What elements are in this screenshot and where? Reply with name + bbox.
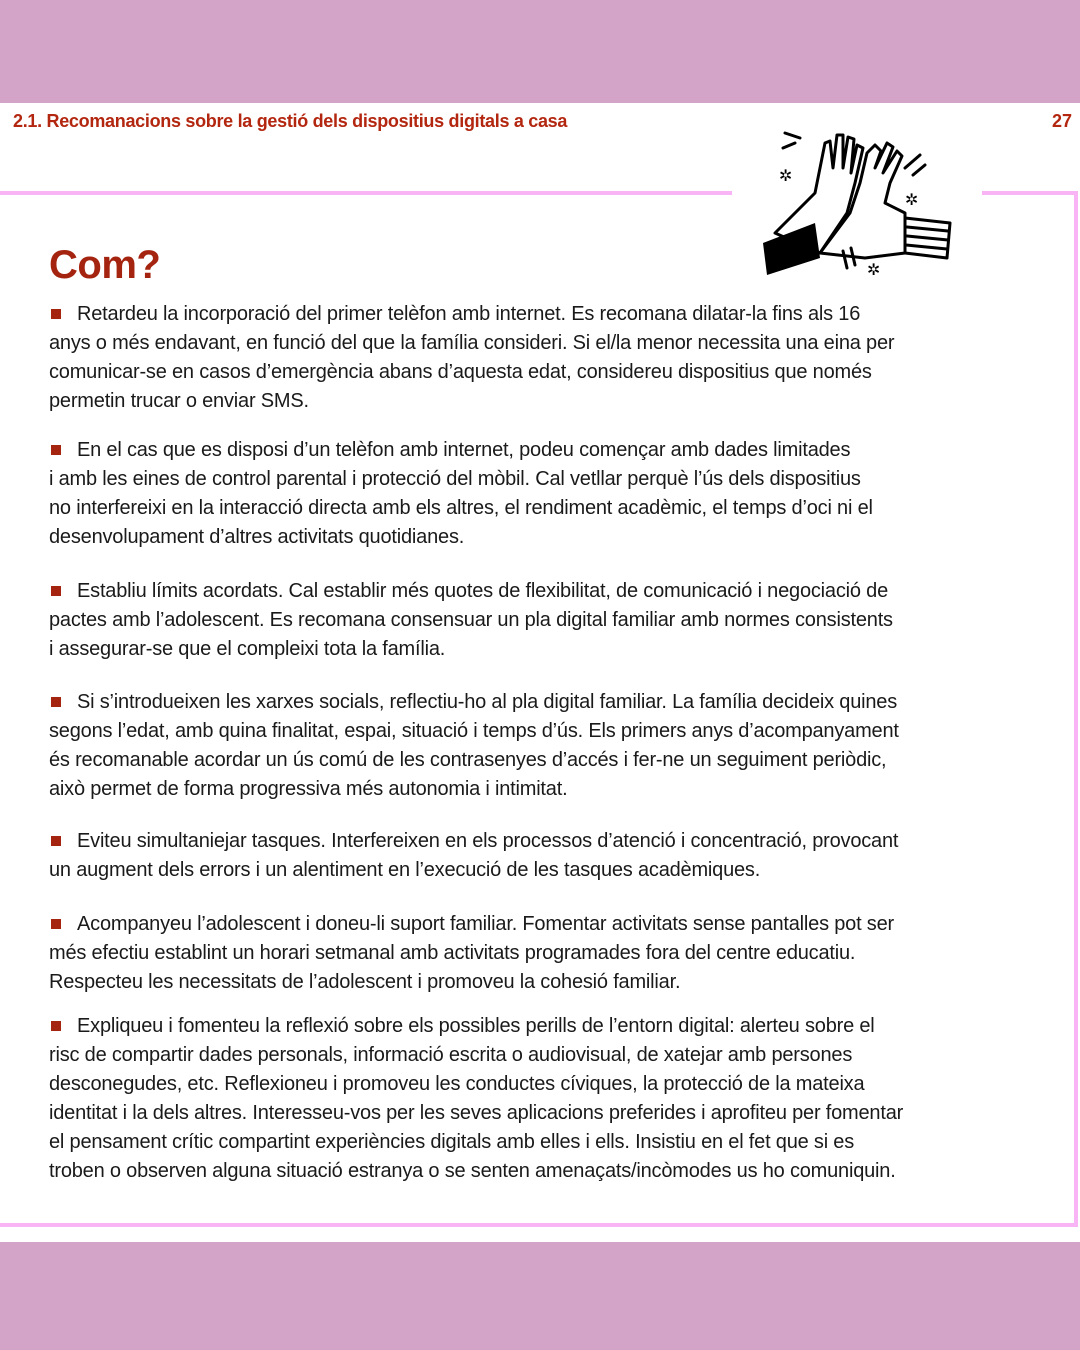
bullet-paragraph <box>49 827 1049 885</box>
paragraph-line: més efectiu establint un horari setmanal amb activitats programades fora del centre educatiu. <box>49 942 856 964</box>
paragraph-line: i assegurar-se que el compleixi tota la família. <box>49 638 446 660</box>
bullet-paragraph <box>49 300 1049 416</box>
svg-text:✲: ✲ <box>905 190 919 209</box>
section-header: 2.1. Recomanacions sobre la gestió dels dispositius digitals a casa <box>13 111 568 131</box>
paragraph-line: troben o observen alguna situació estranya o se senten amenaçats/incòmodes us ho comuniquin. <box>49 1160 896 1182</box>
paragraph-line: identitat i la dels altres. Interesseu-vos per les seves aplicacions preferides i aprofiteu per fomentar <box>49 1102 904 1124</box>
paragraph-line: risc de compartir dades personals, informació escrita o audiovisual, de xatejar amb persones <box>49 1044 853 1066</box>
paragraph-line: un augment dels errors i un alentiment en l’execució de les tasques acadèmiques. <box>49 859 761 881</box>
bullet-square-icon <box>51 836 61 846</box>
bullet-paragraph <box>49 436 1049 552</box>
paragraph-line: Si s’introdueixen les xarxes socials, reflectiu-ho al pla digital familiar. La família decideix quines <box>77 691 898 713</box>
frame-top-right <box>982 191 1078 195</box>
bullet-paragraph <box>49 688 1049 804</box>
frame-bottom <box>0 1223 1078 1227</box>
paragraph-line: permetin trucar o enviar SMS. <box>49 390 309 412</box>
paragraph-line: comunicar-se en casos d’emergència abans d’aquesta edat, considereu dispositius que només <box>49 361 872 383</box>
frame-right <box>1074 191 1078 1227</box>
high-five-hands-icon <box>755 123 955 283</box>
paragraph-line: Acompanyeu l’adolescent i doneu-li suport familiar. Fomentar activitats sense pantalles pot ser <box>77 913 894 935</box>
paragraph-line: no interfereixi en la interacció directa amb els altres, el rendiment acadèmic, el temps d’oci ni el <box>49 497 873 519</box>
paragraph-line: Retardeu la incorporació del primer telèfon amb internet. Es recomana dilatar-la fins als 16 <box>77 303 861 325</box>
paragraph-line: això permet de forma progressiva més autonomia i intimitat. <box>49 778 568 800</box>
page-title: Com? <box>49 243 161 287</box>
bullet-square-icon <box>51 309 61 319</box>
paragraph-line: i amb les eines de control parental i protecció del mòbil. Cal vetllar perquè l’ús dels dispositius <box>49 468 861 490</box>
bullet-square-icon <box>51 1021 61 1031</box>
paragraph-line: Expliqueu i fomenteu la reflexió sobre els possibles perills de l’entorn digital: alerteu sobre el <box>77 1015 875 1037</box>
paragraph-line: Eviteu simultaniejar tasques. Interfereixen en els processos d’atenció i concentració, provocant <box>77 830 899 852</box>
paragraph-line: el pensament crític compartint experiències digitals amb elles i ells. Insistiu en el fet que si es <box>49 1131 855 1153</box>
paragraph-line: anys o més endavant, en funció del que la família consideri. Si el/la menor necessita una eina per <box>49 332 895 354</box>
paragraph-line: és recomanable acordar un ús comú de les contrasenyes d’accés i fer-ne un seguiment periòdic, <box>49 749 887 771</box>
bullet-square-icon <box>51 697 61 707</box>
paragraph-line: desenvolupament d’altres activitats quotidianes. <box>49 526 465 548</box>
bullet-square-icon <box>51 445 61 455</box>
document-page <box>0 103 1080 1242</box>
paragraph-line: En el cas que es disposi d’un telèfon amb internet, podeu començar amb dades limitades <box>77 439 851 461</box>
page-number: 27 <box>1051 111 1072 131</box>
paragraph-line: desconegudes, etc. Reflexioneu i promoveu les conductes cíviques, la protecció de la mateixa <box>49 1073 865 1095</box>
bullet-paragraph <box>49 1012 1049 1186</box>
frame-top-left <box>0 191 732 195</box>
paragraph-line: Respecteu les necessitats de l’adolescent i promoveu la cohesió familiar. <box>49 971 681 993</box>
bullet-paragraph <box>49 577 1049 664</box>
paragraph-line: pactes amb l’adolescent. Es recomana consensuar un pla digital familiar amb normes consistents <box>49 609 893 631</box>
paragraph-line: Establiu límits acordats. Cal establir més quotes de flexibilitat, de comunicació i negociació de <box>77 580 889 602</box>
svg-text:✲: ✲ <box>867 260 881 279</box>
paragraph-line: segons l’edat, amb quina finalitat, espai, situació i temps d’ús. Els primers anys d’acompanyament <box>49 720 899 742</box>
bullet-paragraph <box>49 910 1049 997</box>
svg-text:✲: ✲ <box>779 166 793 185</box>
bullet-square-icon <box>51 919 61 929</box>
bullet-square-icon <box>51 586 61 596</box>
